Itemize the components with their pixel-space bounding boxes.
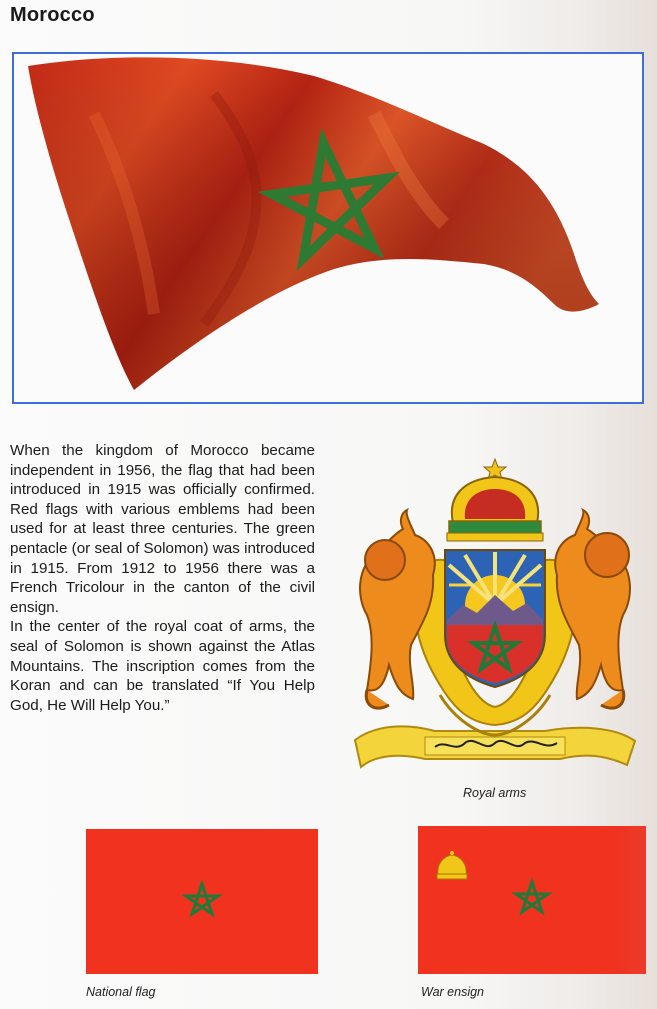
war-ensign (418, 826, 646, 974)
crown-icon (447, 459, 543, 541)
national-flag (86, 829, 318, 974)
pentagram-icon (86, 829, 318, 974)
paragraph: In the center of the royal coat of arms, the seal of Solomon is shown against the Atlas Mountains. The inscription comes from the Koran and can be translated “If You Help God, He Will Help You.” (10, 618, 315, 714)
description-text (10, 441, 315, 715)
page-title: Morocco (10, 4, 95, 26)
war-ensign-caption: War ensign (421, 985, 484, 999)
crown-icon (437, 851, 467, 879)
national-flag-caption: National flag (86, 985, 156, 999)
coat-of-arms-icon (345, 455, 645, 785)
royal-arms-caption: Royal arms (463, 786, 527, 800)
waving-flag-panel (12, 52, 644, 404)
paragraph: When the kingdom of Morocco became independent in 1956, the flag that had been introduced in 1915 was officially confirmed. Red flags with various emblems had been used for at least three centuries. The green pentacle (or seal of Solomon) was introduced in 1915. From 1912 to 1956 there was a French Tricolour in the canton of the civil ensign. (10, 442, 315, 616)
waving-flag-icon (14, 54, 642, 402)
war-ensign-emblems (418, 826, 646, 974)
